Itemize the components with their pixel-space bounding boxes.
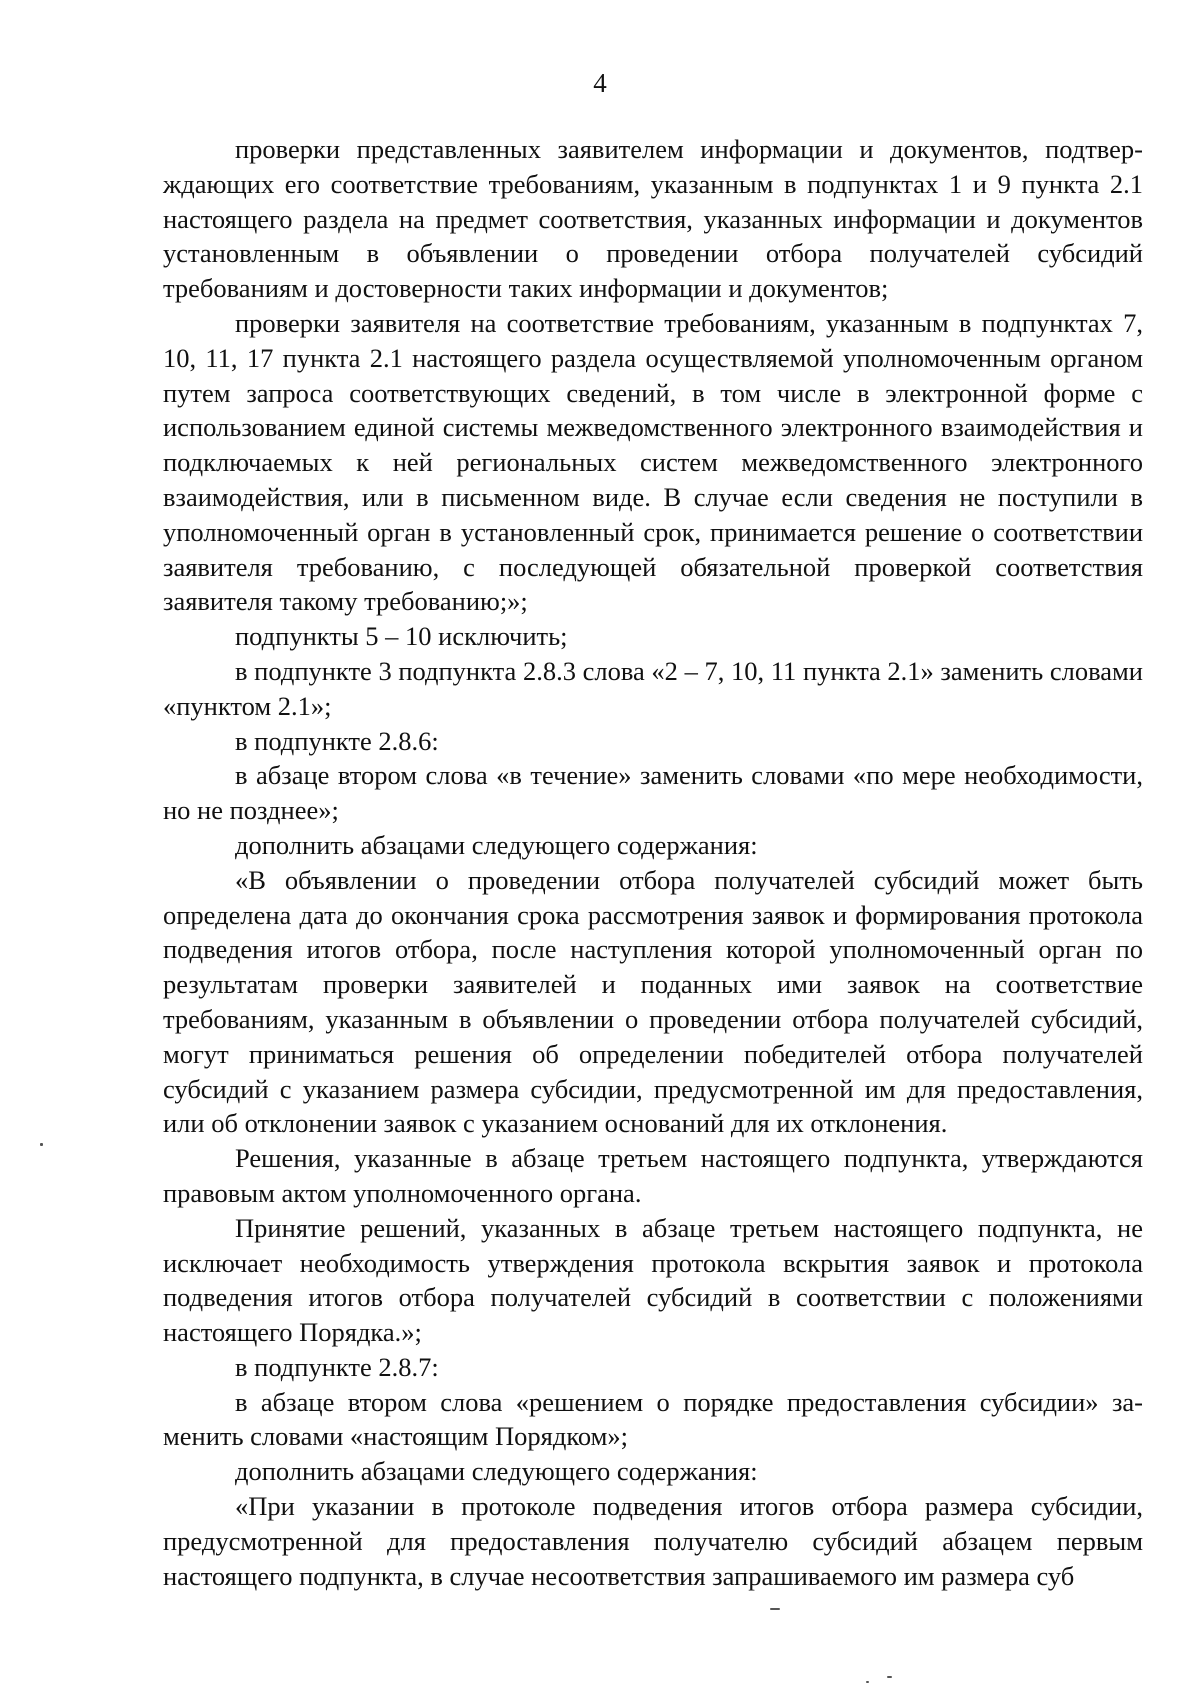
paragraph: подпункты 5 – 10 исключить; xyxy=(235,621,568,652)
scan-speck xyxy=(40,1143,43,1146)
paragraph: в подпункте 2.8.6: xyxy=(235,725,439,756)
paragraph: в абзаце втором слова «решением о порядке предоставления субсидии» заменить словами «настоящим Порядком»; xyxy=(163,1386,1143,1452)
paragraph: Решения, указанные в абзаце третьем настоящего подпункта, утверждаются правовым актом уполномоченного органа. xyxy=(163,1143,1143,1208)
paragraph: проверки представленных заявителем информации и документов, подтверждающих его соответствие требованиям, указанным в подпунктах 1 и 9 пункта 2.1 настоящего раздела на предмет соответствия, указанных информации и документов установленным в объявлении о проведении отбора получателей субсидий требованиям и достоверности таких информации и документов; xyxy=(163,134,1143,304)
paragraph: «В объявлении о проведении отбора получателей субсидий может быть определена дата до окончания срока рассмотрения заявок и формирования протокола подведения итогов отбора, после наступления которой уполномоченный орган по результатам проверки заявителей и поданных ими заявок на соответствие требованиям, указанным в объявлении о проведении отбора получателей субсидий, могут приниматься решения об определении победителей отбора получателей субсидий с указанием размера субсидии, предусмотренной им для предоставления, или об отклонении заявок с указанием оснований для их отклонения. xyxy=(163,864,1143,1139)
paragraph: дополнить абзацами следующего содержания: xyxy=(235,1456,758,1487)
paragraph: проверки заявителя на соответствие требованиям, указанным в подпунктах 7, 10, 11, 17 пункта 2.1 настоящего раздела осуществляемой уполномоченным органом путем запроса соответствующих сведений, в том числе в электронной форме с использованием единой системы межведомственного электронного взаимодействия и подключаемых к ней региональных систем межведомственного электронного взаимодействия, или в письменном виде. В случае если сведения не поступили в уполномоченный орган в установленный срок, принимается решение о соответствии заявителя требованию, с последующей обязательной проверкой соответствия заявителя такому требованию;»; xyxy=(163,307,1143,617)
paragraph: в подпункте 3 подпункта 2.8.3 слова «2 – 7, 10, 11 пункта 2.1» заменить словами «пунктом 2.1»; xyxy=(163,655,1143,721)
scan-speck xyxy=(887,1676,892,1678)
scan-speck xyxy=(866,1681,869,1683)
paragraph: в абзаце втором слова «в течение» заменить словами «по мере необходимости, но не позднее»; xyxy=(163,760,1143,826)
document-body xyxy=(163,132,1143,1593)
paragraph: Принятие решений, указанных в абзаце третьем настоящего подпункта, не исключает необходимость утверждения протокола вскрытия заявок и протокола подведения итогов отбора получателей субсидий в соответствии с положениями настоящего Порядка.»; xyxy=(163,1212,1143,1348)
page-number: 4 xyxy=(593,68,607,98)
paragraph: в подпункте 2.8.7: xyxy=(235,1351,439,1382)
paragraph: дополнить абзацами следующего содержания: xyxy=(235,829,758,860)
scan-speck xyxy=(770,1608,780,1610)
paragraph: «При указании в протоколе подведения итогов отбора размера субсидии, предусмотренной для предоставления получателю субсидий абзацем первым настоящего подпункта, в случае несоответствия запрашиваемого им размера суб xyxy=(163,1491,1143,1591)
